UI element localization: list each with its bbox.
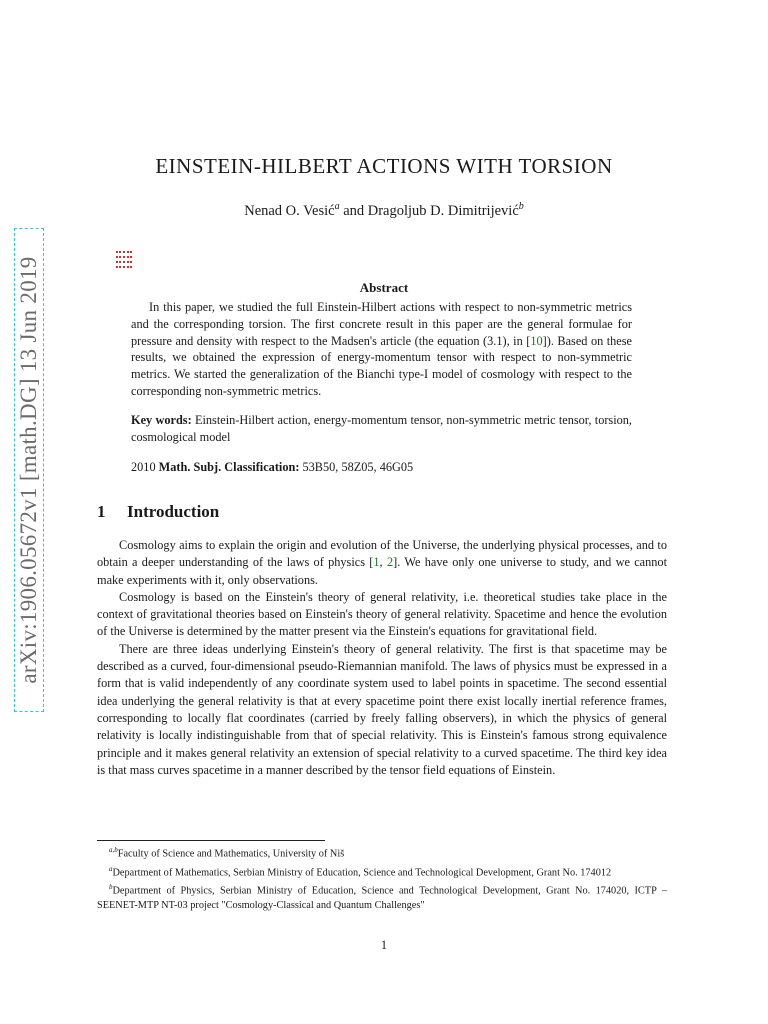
author-name: Nenad O. Vesić <box>244 202 335 219</box>
affiliation-mark: a <box>334 201 340 212</box>
author-conjunction: and <box>339 202 368 219</box>
author-name: Dragoljub D. Dimitrijević <box>367 202 519 219</box>
citation-link[interactable]: 10 <box>530 333 543 348</box>
msc-codes: 53B50, 58Z05, 46G05 <box>302 460 414 474</box>
citation-link[interactable]: 2 <box>386 555 394 570</box>
footnote-mark: a <box>109 864 113 873</box>
arxiv-stamp <box>14 228 44 712</box>
red-dotted-logo-icon <box>116 250 132 268</box>
footnote-mark: a,b <box>109 846 118 854</box>
footnote-text: Department of Physics, Serbian Ministry of Education, Science and Technological Development, Grant No. 174020, ICTP – SEENET-MTP NT-03 project "Cosmology-Classical and Quantum Challenges" <box>97 885 667 911</box>
footnote-rule <box>97 840 325 841</box>
subject-classification <box>131 460 632 475</box>
arxiv-identifier: arXiv:1906.05672v1 [math.DG] 13 Jun 2019 <box>16 256 41 684</box>
abstract-heading: Abstract <box>359 280 409 295</box>
affiliation-mark: b <box>518 201 524 212</box>
footnote <box>97 880 667 913</box>
footnote-text: Faculty of Science and Mathematics, University of Niš <box>117 848 345 860</box>
paper-title: EINSTEIN-HILBERT ACTIONS WITH TORSION <box>155 154 613 178</box>
section-number: 1 <box>97 502 106 521</box>
abstract-text <box>131 299 632 400</box>
abstract-text-part: In this paper, we studied the full Einstein-Hilbert actions with respect to non-symmetric metrics and the corresponding torsion. The first concrete result in this paper are the general formulae for pressure and density with respect to the Madsen's article (the equation (3.1), in [ <box>131 300 632 348</box>
section-title: Introduction <box>127 502 220 521</box>
footnote-mark: b <box>109 883 113 892</box>
msc-year: 2010 <box>131 460 156 474</box>
introduction-body <box>97 537 667 779</box>
footnote <box>97 862 667 881</box>
footnotes <box>97 843 667 913</box>
footnote <box>97 843 667 862</box>
footnote-text: Department of Mathematics, Serbian Ministry of Education, Science and Technological Development, Grant No. 174012 <box>112 867 612 879</box>
paragraph <box>97 537 667 589</box>
keywords-label: Key words: <box>131 413 192 427</box>
citation-separator: , <box>379 555 387 570</box>
author-line <box>0 201 768 220</box>
paragraph-text: ]. We have only one universe to study, and we cannot make experiments with it, only observations. <box>97 555 667 587</box>
abstract-text-part: ]). Based on these results, we obtained the expression of energy-momentum tensor with respect to non-symmetric metrics. We started the generalization of the Bianchi type-I model of cosmology with respect to the corresponding non-symmetric metrics. <box>131 333 632 398</box>
paragraph: There are three ideas underlying Einstein's theory of general relativity. The first is that spacetime may be described as a curved, four-dimensional pseudo-Riemannian manifold. The laws of physics must be expressed in a form that is valid independently of any coordinate system used to label points in spacetime. The second essential idea underlying the general relativity is that at every spacetime point there exist locally inertial reference frames, corresponding to locally flat coordinates (carried by freely falling observers), in which the physics of general relativity is locally indistinguishable from that of special relativity. This is Einstein's famous strong equivalence principle and it makes general relativity an extension of special relativity to a curved spacetime. The third key idea is that mass curves spacetime in a manner described by the tensor field equations of Einstein. <box>97 641 667 777</box>
msc-label: Math. Subj. Classification: <box>158 460 300 474</box>
section-heading <box>97 502 219 522</box>
citation-link[interactable]: 1 <box>373 555 380 570</box>
paragraph: Cosmology is based on the Einstein's theory of general relativity, i.e. theoretical studies take place in the context of gravitational theories based on Einstein's theory of general relativity. Spacetime and hence the evolution of the Universe is determined by the matter present via the Einstein's equations for gravitational field. <box>97 589 667 639</box>
paragraph-text: Cosmology aims to explain the origin and evolution of the Universe, the underlying physical processes, and to obtain a deeper understanding of the laws of physics [ <box>97 538 667 570</box>
keywords <box>131 412 632 446</box>
page-number: 1 <box>380 938 388 952</box>
keywords-text: Einstein-Hilbert action, energy-momentum tensor, non-symmetric metric tensor, torsion, cosmological model <box>131 413 633 444</box>
